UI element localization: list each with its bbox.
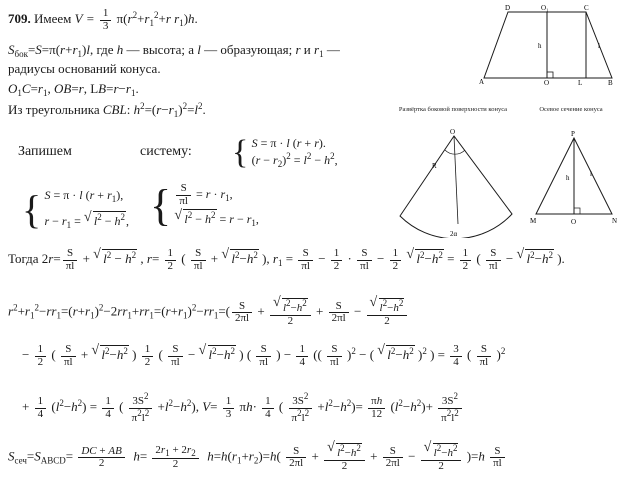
svg-text:O: O (571, 218, 577, 226)
svg-text:C: C (584, 4, 589, 12)
system-right: { $\frac{S}{\pi l}$ = $r \cdot r_1$, √ $l^2 - h^2 = r - r_1$, (150, 183, 259, 229)
system-left: { S = π · l $(r + r_1)$, $r - r_1$ = √ $l^2 - h^2$, (22, 188, 129, 232)
system-top-equations (252, 136, 338, 170)
problem-number: 709. (8, 11, 31, 27)
problem-line-4: $O_1C=r_1$, OB=r, $LB=r-r_1$. (8, 81, 139, 98)
system-top-eq1: S = π · l (r + r). (251, 136, 326, 150)
svg-text:B: B (608, 79, 613, 86)
write-system-label-2: систему: (140, 144, 192, 159)
expansion-line-1: $r^2+r_1^2-rr_1=(r+r_1)^2-2rr_1+rr_1=(r+r_1)^2-rr_1=$( $\frac{S}{2\pi l}$ + √ $\frac{l^2-h^2}{2}$ + $\frac{S}{2\pi l}$ − √ $\frac{l^2-h^2}{2}$ (8, 298, 409, 327)
svg-text:R: R (432, 162, 437, 170)
system-top: { S = π · l (r + r). $(r - r_2)^2 = l^2 - h^2$, (232, 133, 338, 171)
then-line: Тогда 2r= $\frac{S}{\pi l}$ + √ $l^2 - h^2$ , r= $\frac{1}{2}$ ( $\frac{S}{\pi l}$ + √ $l^2-h^2$ ), $r_1$ = $\frac{S}{\pi l}$ − $\frac{1}{2}$ · $\frac{S}{\pi l}$ − $\frac{1}{2}$ √ $l^2-h^2$ = $\frac{1}{2}$ ( $\frac{S}{\pi l}$ − √ $l^2-h^2$ ). (8, 248, 565, 272)
write-system-label: Запишем (18, 144, 72, 159)
figure-triangle (528, 128, 620, 228)
system-right-equations (174, 183, 259, 229)
svg-text:l: l (590, 170, 592, 178)
figure-sector (392, 128, 527, 238)
svg-text:M: M (530, 217, 537, 225)
system-left-eq2: $r - r_1$ = √ $l^2 - h^2$, (44, 211, 129, 231)
svg-text:O: O (544, 79, 550, 86)
system-right-eq1: $\frac{S}{\pi l}$ = $r \cdot r_1$, (174, 183, 259, 207)
svg-text:O₁: O₁ (541, 4, 549, 12)
expansion-line-3: + $\frac{1}{4}$ $(l^2-h^2)$ = $\frac{1}{4}$ ( $\frac{3S^2}{\pi^2l^2}$ $+l^2-h^2$), V= $\frac{1}{3}$ πh· $\frac{1}{4}$ ( $\frac{3S^2}{\pi^2l^2}$ $+l^2-h^2)=$ $\frac{\pi h}{12}$ $(l^2-h^2)+$ $\frac{3S^2}{\pi^2l^2}$ (22, 392, 464, 424)
system-right-eq2: √ $l^2 - h^2 = r - r_1$, (174, 209, 259, 229)
line1-intro: Имеем (34, 11, 72, 27)
system-left-equations (44, 188, 129, 232)
line1-formula-pre: V = (74, 11, 95, 27)
system-top-eq2: $(r - r_2)^2 = l^2 - h^2$, (251, 151, 338, 169)
svg-text:L: L (578, 79, 583, 86)
svg-text:l: l (598, 42, 600, 50)
svg-text:N: N (612, 217, 618, 225)
svg-text:P: P (571, 130, 575, 138)
fraction-numerator: 1 (100, 8, 112, 21)
svg-text:h: h (538, 42, 542, 50)
svg-text:h: h (566, 174, 570, 182)
problem-line-3: радиусы оснований конуса. (8, 61, 161, 76)
final-line: $S_{сеч}=S_{ABCD}=$ $\frac{DC + AB}{2}$ h= $\frac{2r_1 + 2r_2}{2}$ $h=h(r_1+r_2)=h$( $\frac{S}{2\pi l}$ + √ $\frac{l^2-h^2}{2}$ + $\frac{S}{2\pi l}$ − √ $\frac{l^2-h^2}{2}$ )=h $\frac{S}{\pi l}$ (8, 443, 507, 472)
problem-line-2: $S_{бок}=S=\pi(r+r_1)l$, где h — высота; a l — образующая; r и $r_1$ — (8, 42, 340, 59)
svg-text:2α: 2α (450, 230, 458, 238)
one-third-fraction (100, 8, 112, 32)
system-left-eq1: S = π · l $(r + r_1)$, (44, 188, 124, 204)
problem-line-5: Из треугольника CBL: $h^2=(r-r_1)^2=l^2$. (8, 101, 206, 119)
sector-caption: Развёртка боковой поверхности конуса (398, 106, 508, 113)
line1-formula-post: $\pi(r^2+r_1^2+r$ $r_1)h$. (116, 10, 198, 29)
svg-text:O: O (450, 128, 456, 136)
svg-text:A: A (479, 78, 485, 86)
svg-text:D: D (505, 4, 511, 12)
figure-trapezoid (478, 4, 618, 86)
triangle-caption: Осевое сечение конуса (539, 106, 603, 113)
problem-line-1 (8, 8, 198, 32)
fraction-denominator: 3 (102, 19, 109, 32)
expansion-line-2: − $\frac{1}{2}$ ( $\frac{S}{\pi l}$ + √ $l^2-h^2$ ) $\frac{1}{2}$ ( $\frac{S}{\pi l}$ − √ $l^2-h^2$ ) ( $\frac{S}{\pi l}$ ) − $\frac{1}{4}$ (( $\frac{S}{\pi l}$ )$^2$ − ( √ $l^2-h^2$ )$^2$ ) = $\frac{3}{4}$ ( $\frac{S}{\pi l}$ )$^2$ (22, 344, 505, 368)
